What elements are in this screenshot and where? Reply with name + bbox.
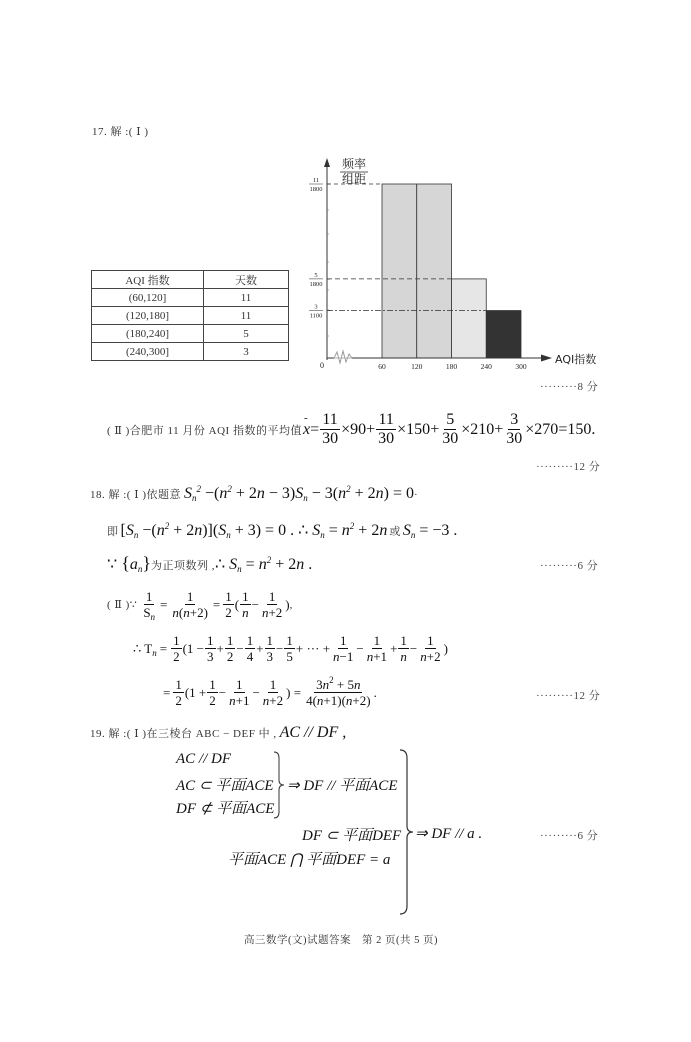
table-cell-range: (240,300]	[92, 343, 204, 361]
fraction: $\frac{3}{30}$	[506, 411, 523, 447]
q19-implies-2: ⇒ DF // a .	[415, 826, 483, 842]
because-symbol: ∵	[107, 556, 118, 573]
q18-line3-math: ∴ $S_n = n^2 + 2n$ .	[214, 555, 313, 574]
term-multiplier: ×150	[397, 420, 431, 438]
table-header-aqi: AQI 指数	[92, 271, 204, 289]
y-tick-label-den: 1800	[309, 186, 323, 193]
fraction: $\frac{1}{2}$	[209, 677, 216, 708]
q19-line-intersect: 平面ACE ⋂ 平面DEF = a	[228, 852, 391, 868]
y-axis-arrow-icon	[324, 158, 330, 167]
q19-heading-math: AC // DF ,	[279, 724, 347, 741]
fraction: $\frac{5}{30}$	[442, 411, 459, 447]
table-row	[92, 289, 289, 307]
aqi-table	[91, 270, 289, 361]
table-cell-days: 5	[204, 325, 289, 343]
q18-line2-prefix: 即	[107, 526, 119, 538]
aqi-histogram	[290, 150, 610, 375]
term-multiplier: ×210	[461, 420, 495, 438]
fraction: $\frac{1}{2}$	[225, 589, 232, 620]
q19-premise-3: DF ⊄ 平面ACE	[176, 801, 275, 817]
q18-heading: 18. 解 :( Ⅰ )依题意	[90, 489, 181, 501]
x-tick-label: 120	[411, 362, 423, 371]
fraction: $\frac{1}{2}$	[175, 677, 182, 708]
q17-heading: 17. 解 :( Ⅰ )	[92, 126, 149, 138]
q18-score-6: ·········6 分	[540, 560, 599, 572]
fraction: $\frac{1}{2}$	[226, 633, 234, 664]
fraction: $\frac{1}{n}$	[242, 589, 249, 620]
plus-sign: +	[366, 420, 376, 438]
histogram-bar	[417, 184, 452, 358]
histogram-bar	[452, 279, 487, 358]
mean-symbol: - x	[302, 411, 311, 438]
table-header-row	[92, 271, 289, 289]
q18-result-line: = $\frac{1}{2}$ (1 + $\frac{1}{2}$ − $\frac{1}{n+1}$ − $\frac{1}{n+2}$ ) = $\frac{3n^2 + 5n}{4(n+1)(n+2)}$ .	[163, 675, 377, 708]
fraction: $\frac{1}{2}$	[173, 633, 180, 664]
histogram-bar	[382, 184, 417, 358]
table-header-days: 天数	[204, 271, 289, 289]
table-row	[92, 307, 289, 325]
fraction: $\frac{1}{S_n}$	[143, 589, 156, 622]
y-tick-label-den: 1800	[309, 280, 323, 288]
table-row	[92, 325, 289, 343]
q18-tn-line: ∴ $T_n$ = $\frac{1}{2}$ (1 − $\frac{1}{3}$ + $\frac{1}{2}$ − $\frac{1}{4}$ + $\frac{1}{3}$ − $\frac{1}{5}$ + ··· + $\frac{1}{n-1}$ − $\frac{1}{n+1}$ + $\frac{1}{n}$ − $\frac{1}{n+2}$ )	[133, 633, 448, 664]
table-row	[92, 343, 289, 361]
fraction: $\frac{1}{4}$	[246, 633, 254, 664]
table-cell-days: 3	[204, 343, 289, 361]
y-tick-label-num: 5	[314, 271, 318, 279]
x-tick-label: 60	[378, 362, 386, 371]
fraction: $\frac{11}{30}$	[378, 411, 395, 447]
table-cell-range: (60,120]	[92, 289, 204, 307]
y-tick-label-num: 11	[312, 177, 320, 184]
fraction: $\frac{1}{n-1}$	[333, 633, 354, 664]
q18-line1-end: ·	[413, 489, 419, 501]
tn-label: ∴ $T_n$	[133, 640, 157, 658]
y-tick-label-den: 1100	[309, 312, 323, 320]
q18-line1-math: $S_n^2 -(n^2 + 2n - 3)S_n - 3(n^2 + 2n) = 0$	[183, 484, 414, 503]
x-tick-label: 300	[515, 362, 527, 371]
table-cell-days: 11	[204, 289, 289, 307]
q19-line1	[90, 724, 346, 742]
q18-score-12: ·········12 分	[536, 690, 601, 702]
fraction: $\frac{1}{n+2}$	[261, 589, 283, 620]
q17-part2-prefix: ( Ⅱ )合肥市 11 月份 AQI 指数的平均值	[107, 424, 302, 437]
y-label-num: 频率	[342, 157, 367, 171]
sequence-set: $\{a_n\}$	[121, 553, 151, 574]
page-footer: 高三数学(文)试题答案 第 2 页(共 5 页)	[244, 935, 438, 946]
formula-result: =150.	[558, 420, 596, 438]
q19-premise-1: AC // DF	[176, 751, 231, 767]
q17-score-8: ·········8 分	[540, 381, 599, 393]
x-tick-label: 240	[480, 362, 492, 371]
x-label: AQI指数	[555, 353, 597, 366]
fraction: $\frac{3n^2 + 5n}{4(n+1)(n+2)}$	[306, 675, 371, 708]
fraction: $\frac{1}{n+2}$	[420, 633, 441, 664]
y-label-den: 组距	[342, 172, 367, 186]
q19-score-6: ·········6 分	[540, 830, 599, 842]
q18-line2-math-a: $[S_n -(n^2 + 2n)](S_n + 3) = 0$ . ∴ $S_n = n^2 + 2n$	[120, 521, 388, 540]
q18-part2-prefix: ( Ⅱ )∵	[107, 599, 138, 611]
q18-line3-text: 为正项数列 ,	[150, 560, 215, 572]
term-multiplier: ×270	[525, 420, 559, 438]
equals-sign: =	[310, 420, 320, 438]
plus-sign: +	[494, 420, 504, 438]
fraction: $\frac{1}{3}$	[266, 633, 274, 664]
table-cell-range: (180,240]	[92, 325, 204, 343]
fraction: $\frac{1}{n}$	[400, 633, 407, 664]
term-multiplier: ×90	[341, 420, 367, 438]
q19-premise-2: AC ⊂ 平面ACE	[176, 778, 274, 794]
q18-line2-math-b: $S_n = -3$ .	[402, 522, 458, 540]
small-right-brace-icon	[272, 750, 286, 820]
fraction: $\frac{1}{n+2}$	[262, 677, 284, 708]
fraction: $\frac{11}{30}$	[322, 411, 339, 447]
q17-part2-line	[107, 412, 595, 447]
q18-part2-line1-end: ,	[289, 598, 293, 611]
q19-implies-1: ⇒ DF // 平面ACE	[287, 778, 398, 794]
q19-line-def: DF ⊂ 平面DEF	[302, 828, 402, 844]
y-tick-label-num: 3	[314, 303, 318, 311]
table-cell-days: 11	[204, 307, 289, 325]
table-cell-range: (120,180]	[92, 307, 204, 325]
fraction: $\frac{1}{3}$	[207, 633, 214, 664]
large-right-brace-icon	[398, 748, 416, 916]
fraction: $\frac{1}{n(n+2)}$	[172, 589, 208, 620]
q18-line1	[90, 485, 418, 503]
fraction: $\frac{1}{5}$	[286, 633, 293, 664]
q18-line2	[107, 520, 457, 540]
fraction: $\frac{1}{n+1}$	[366, 633, 388, 664]
q19-heading: 19. 解 :( Ⅰ )在三棱台 ABC − DEF 中 ,	[90, 728, 277, 740]
x-tick-label: 180	[445, 362, 458, 371]
q18-part2-line1: ( Ⅱ )∵ $\frac{1}{S_n}$ = $\frac{1}{n(n+2)}$ = $\frac{1}{2}$ ( $\frac{1}{n}$ − $\frac{1}{n+2}$ ) ,	[107, 589, 293, 622]
fraction: $\frac{1}{n+1}$	[229, 677, 250, 708]
x-axis-arrow-icon	[541, 355, 552, 362]
q17-score-12: ·········12 分	[536, 461, 601, 473]
plus-sign: +	[430, 420, 440, 438]
q18-line2-or: 或	[389, 526, 401, 538]
q18-line3	[107, 553, 312, 574]
origin-label: 0	[320, 361, 324, 370]
histogram-bar	[486, 311, 521, 358]
